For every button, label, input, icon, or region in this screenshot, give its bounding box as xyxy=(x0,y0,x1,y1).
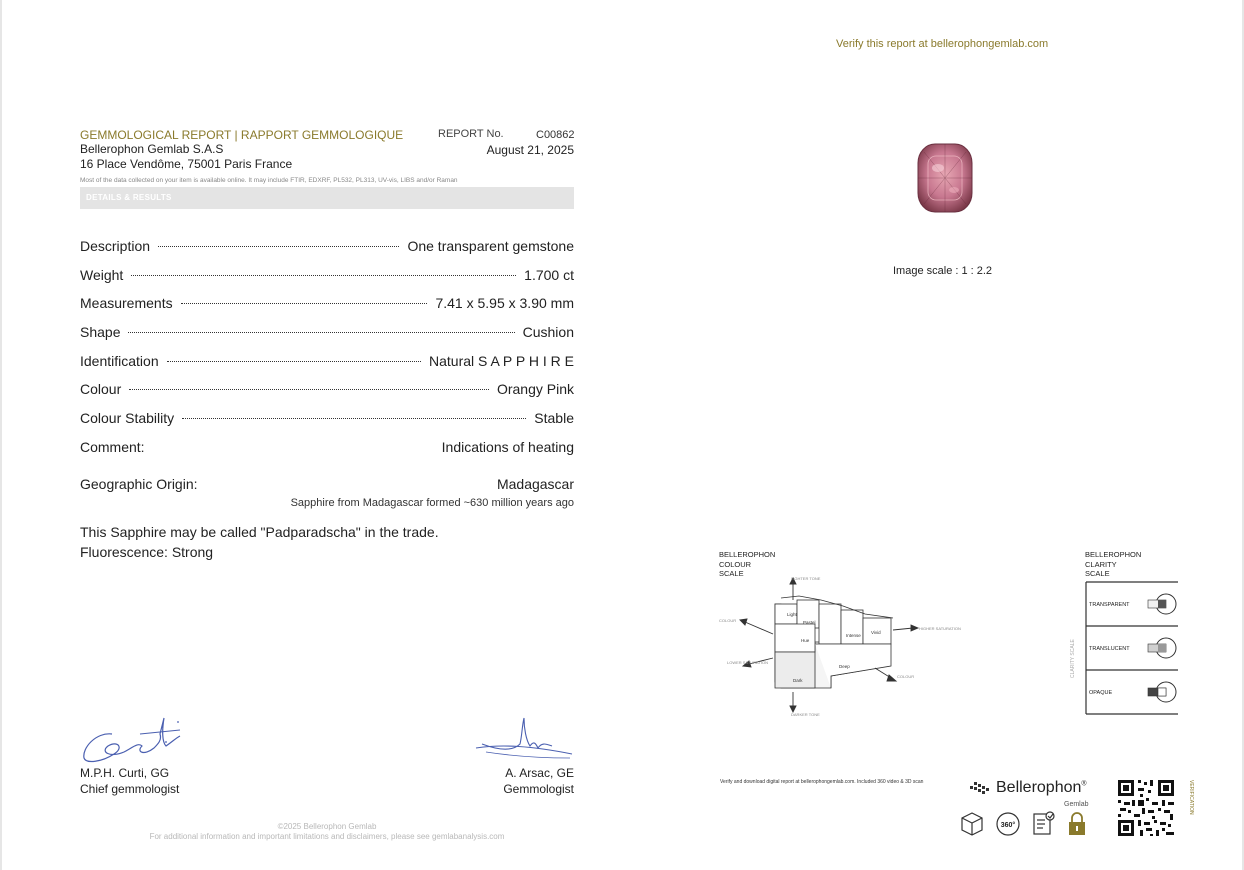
dot-leader xyxy=(131,275,516,276)
detail-row-description xyxy=(80,238,574,258)
company-name: Bellerophon Gemlab S.A.S xyxy=(80,142,224,156)
detail-value: 1.700 ct xyxy=(524,267,574,283)
vertical-verification-label: VERIFICATION xyxy=(1188,780,1194,815)
detail-row-origin xyxy=(80,476,574,496)
label-hue: Hue xyxy=(801,638,810,643)
trade-note: This Sapphire may be called "Padparadscha" in the trade. xyxy=(80,524,439,540)
details-section-title: DETAILS & RESULTS xyxy=(86,193,172,202)
clarity-axis-label: CLARITY SCALE xyxy=(1070,639,1076,678)
label-colour-left: COLOUR xyxy=(719,618,737,623)
detail-label: Colour xyxy=(80,381,122,397)
clarity-scale-title-line: CLARITY xyxy=(1085,559,1117,569)
signatory-left-role: Chief gemmologist xyxy=(80,782,180,796)
signatory-right-name: A. Arsac, GE xyxy=(505,766,574,780)
detail-row-shape xyxy=(80,324,574,344)
detail-value: Orangy Pink xyxy=(496,381,574,397)
signatory-right-role: Gemmologist xyxy=(503,782,574,796)
detail-label: Shape xyxy=(80,324,121,340)
download-note: Verify and download digital report at bellerophongemlab.com. Included 360 video & 3D scan xyxy=(720,779,924,785)
dot-leader xyxy=(129,389,489,390)
label-intense: Intense xyxy=(846,633,861,638)
colour-scale-title-line: COLOUR xyxy=(719,559,752,569)
image-scale: Image scale : 1 : 2.2 xyxy=(893,265,993,277)
detail-value: 7.41 x 5.95 x 3.90 mm xyxy=(435,295,574,311)
label-dark: Dark xyxy=(793,678,803,683)
signature-curti-icon xyxy=(80,712,190,766)
dot-leader xyxy=(167,361,421,362)
detail-row-identification xyxy=(80,353,574,373)
detail-label: Description xyxy=(80,238,151,254)
detail-label: Colour Stability xyxy=(80,410,175,426)
lock-icon[interactable] xyxy=(1069,813,1085,835)
data-fine-print: Most of the data collected on your item is available online. It may include FTIR, EDXRF, PL532, PL313, UV-vis, LIBS and/or Raman xyxy=(80,177,458,184)
bellerophon-logo-icon xyxy=(968,780,992,798)
detail-label: Geographic Origin: xyxy=(80,476,198,492)
company-address: 16 Place Vendôme, 75001 Paris France xyxy=(80,157,293,171)
copyright: ©2025 Bellerophon Gemlab xyxy=(277,822,377,831)
feature-icons xyxy=(958,810,1088,840)
dot-leader xyxy=(158,246,399,247)
brand-text: Bellerophon xyxy=(996,779,1082,796)
detail-value: Natural S A P P H I R E xyxy=(429,353,574,369)
detail-value: One transparent gemstone xyxy=(407,238,574,254)
colour-scale-diagram xyxy=(715,574,961,718)
label-colour-right: COLOUR xyxy=(897,674,915,679)
brand-name xyxy=(996,779,1087,797)
detail-label: Weight xyxy=(80,267,124,283)
brand-subtitle: Gemlab xyxy=(1064,801,1089,808)
detail-row-colour-stability xyxy=(80,410,574,430)
dot-leader xyxy=(182,418,526,419)
detail-value: Indications of heating xyxy=(441,439,574,455)
disclaimer: For additional information and important limitations and disclaimers, please see gemlabanalysis.com xyxy=(149,832,505,841)
label-lighter-tone: LIGHTER TONE xyxy=(791,576,821,581)
label-vivid: Vivid xyxy=(871,630,881,635)
verify-link[interactable]: Verify this report at bellerophongemlab.com xyxy=(836,38,1049,50)
report-date: August 21, 2025 xyxy=(486,143,574,157)
brand-registered-mark: ® xyxy=(1081,780,1087,788)
colour-scale-title-line: SCALE xyxy=(719,569,744,578)
cube-3d-icon[interactable] xyxy=(962,813,982,835)
colour-scale-title-line: BELLEROPHON xyxy=(719,550,776,559)
detail-value: Madagascar xyxy=(496,476,574,492)
dot-leader xyxy=(128,332,514,333)
qr-code-icon[interactable] xyxy=(1116,778,1176,838)
detail-row-colour xyxy=(80,381,574,401)
clarity-scale-title-line: BELLEROPHON xyxy=(1085,550,1142,559)
report-number-label: REPORT No. xyxy=(438,128,504,140)
label-pastel: Pastel xyxy=(803,620,816,625)
detail-row-weight xyxy=(80,267,574,287)
detail-label: Measurements xyxy=(80,295,173,311)
label-light: Light xyxy=(787,612,797,617)
dot-leader xyxy=(181,303,428,304)
details-section-bar xyxy=(80,187,574,209)
clarity-level-translucent: TRANSLUCENT xyxy=(1089,646,1130,652)
signature-arsac-icon xyxy=(472,714,576,764)
report-title: GEMMOLOGICAL REPORT | RAPPORT GEMMOLOGIQUE xyxy=(80,128,404,142)
detail-label: Comment: xyxy=(80,439,145,455)
fluorescence-note: Fluorescence: Strong xyxy=(80,544,214,560)
detail-row-comment xyxy=(80,439,574,459)
detail-row-measurements xyxy=(80,295,574,315)
clarity-level-transparent: TRANSPARENT xyxy=(1089,602,1130,608)
report-number: C00862 xyxy=(536,129,575,141)
clarity-level-opaque: OPAQUE xyxy=(1089,690,1113,696)
clarity-scale-diagram xyxy=(1062,580,1186,716)
detail-value: Stable xyxy=(534,410,574,426)
label-lower-saturation: LOWER SATURATION xyxy=(727,660,768,665)
label-darker-tone: DARKER TONE xyxy=(791,712,820,717)
clarity-scale-title-line: SCALE xyxy=(1085,569,1110,578)
badge-360-text: 360° xyxy=(1000,822,1016,829)
detail-value: Cushion xyxy=(522,324,574,340)
label-higher-saturation: HIGHER SATURATION xyxy=(919,626,961,631)
signatory-left-name: M.P.H. Curti, GG xyxy=(80,766,170,780)
origin-note: Sapphire from Madagascar formed ~630 million years ago xyxy=(290,497,574,509)
gemstone-image xyxy=(914,140,976,216)
certificate-icon[interactable] xyxy=(1034,812,1054,834)
detail-label: Identification xyxy=(80,353,159,369)
badge-360-icon[interactable] xyxy=(997,813,1019,835)
clarity-scale-title xyxy=(1085,550,1141,579)
label-deep: Deep xyxy=(839,664,850,669)
